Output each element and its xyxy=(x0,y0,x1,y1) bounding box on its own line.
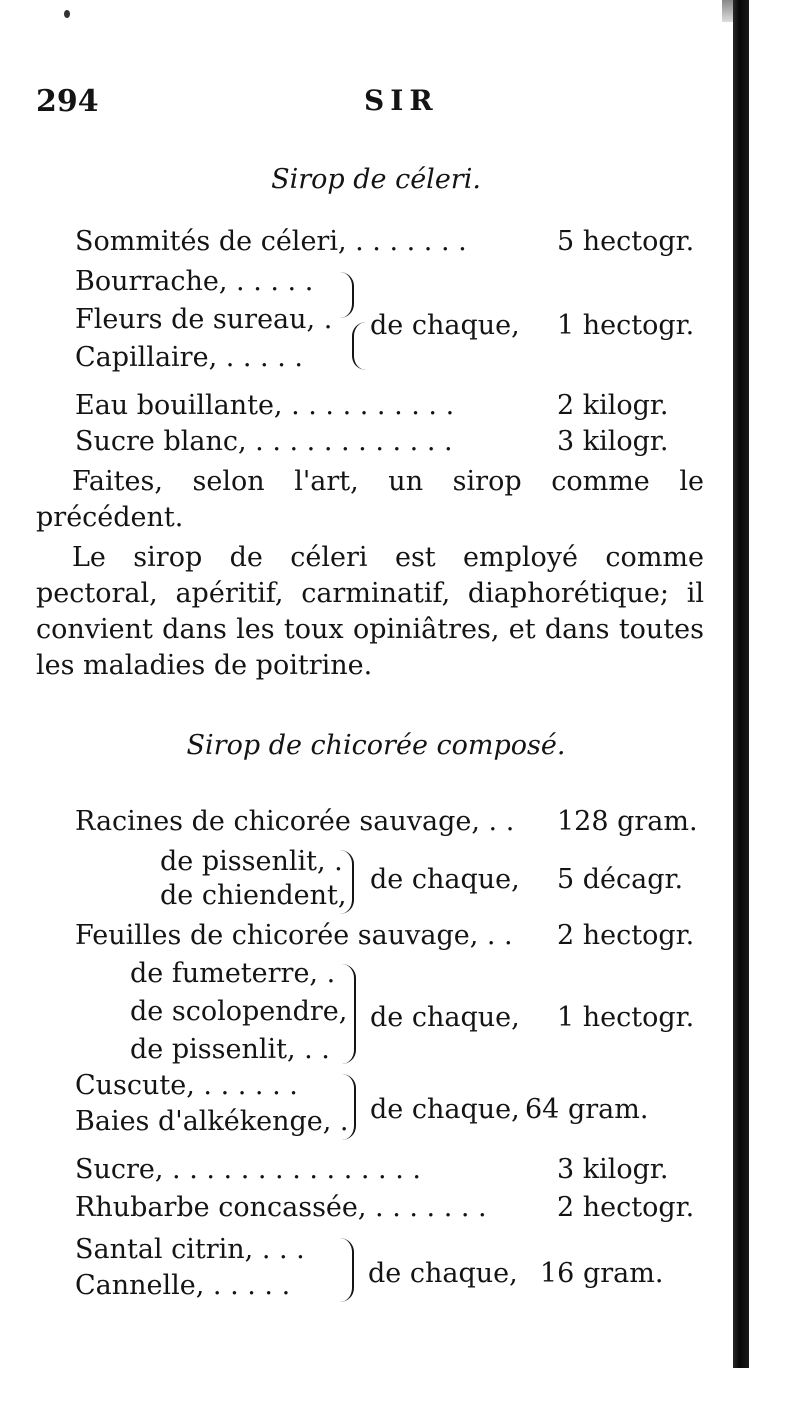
group-quantity: 1 hectogr. xyxy=(557,310,695,341)
ingredient-line xyxy=(0,920,760,956)
ingredient-name: Sommités de céleri, . . . . . . . xyxy=(75,226,467,257)
ingredient-name: Sucre, . . . . . . . . . . . . . . . xyxy=(75,1154,421,1185)
ingredient-line xyxy=(0,226,760,262)
group-quantity: 16 gram. xyxy=(540,1258,664,1289)
group-item: Bourrache, . . . . . xyxy=(75,266,314,297)
ingredient-line xyxy=(0,806,760,842)
group-item: de fumeterre, . xyxy=(130,958,336,989)
share-label: de chaque, xyxy=(370,864,520,895)
ingredient-quantity: 3 kilogr. xyxy=(557,426,669,457)
ingredient-name: Eau bouillante, . . . . . . . . . . xyxy=(75,390,455,421)
group-item: de chiendent, xyxy=(160,880,347,911)
ingredient-quantity: 2 kilogr. xyxy=(557,390,669,421)
brace-icon xyxy=(338,964,356,1064)
ingredient-line xyxy=(0,1154,760,1190)
recipe-title: Sirop de céleri. xyxy=(271,164,481,195)
brace-icon xyxy=(336,272,354,318)
ingredient-line xyxy=(0,426,760,462)
ingredient-quantity: 2 hectogr. xyxy=(557,1192,695,1223)
ingredient-group xyxy=(0,846,760,920)
running-head: SIR xyxy=(364,84,439,117)
ingredient-group xyxy=(0,266,760,380)
ingredient-line xyxy=(0,1192,760,1228)
brace-icon xyxy=(352,322,370,370)
ingredient-group xyxy=(0,1234,760,1310)
recipe-title: Sirop de chicorée composé. xyxy=(186,730,566,761)
group-item: de scolopendre, xyxy=(130,996,348,1027)
brace-icon xyxy=(338,1074,356,1140)
ingredient-name: Feuilles de chicorée sauvage, . . xyxy=(75,920,513,951)
group-item: Cuscute, . . . . . . xyxy=(75,1070,298,1101)
instructions-paragraph xyxy=(36,464,704,536)
ingredient-group xyxy=(0,1070,760,1146)
group-item: Fleurs de sureau, . xyxy=(75,304,333,335)
page-number: 294 xyxy=(36,84,99,119)
group-item: Baies d'alkékenge, . xyxy=(75,1106,349,1137)
ink-speck xyxy=(64,10,70,18)
ingredient-line xyxy=(0,390,760,426)
instructions-text: Faites, selon l'art, un sirop comme le précédent. xyxy=(36,466,704,533)
page-header xyxy=(36,84,716,124)
page-edge-shadow xyxy=(722,0,733,22)
group-item: Cannelle, . . . . . xyxy=(75,1270,291,1301)
group-item: de pissenlit, . . xyxy=(130,1034,330,1065)
usage-paragraph xyxy=(36,540,704,684)
ingredient-name: Sucre blanc, . . . . . . . . . . . . xyxy=(75,426,453,457)
group-item: de pissenlit, . xyxy=(160,846,343,877)
group-item: Capillaire, . . . . . xyxy=(75,342,303,373)
group-quantity: 5 décagr. xyxy=(557,864,684,895)
share-label: de chaque, xyxy=(370,310,520,341)
group-item: Santal citrin, . . . xyxy=(75,1234,305,1265)
brace-icon xyxy=(336,1238,354,1302)
group-quantity: 1 hectogr. xyxy=(557,1002,695,1033)
group-quantity: 64 gram. xyxy=(525,1094,649,1125)
brace-icon xyxy=(336,850,354,914)
share-label: de chaque, xyxy=(370,1094,520,1125)
ingredient-quantity: 2 hectogr. xyxy=(557,920,695,951)
usage-text: Le sirop de céleri est employé comme pectoral, apéritif, carminatif, diaphorétique; il convient dans les toux opiniâtres, et dans toutes les maladies de poitrine. xyxy=(36,542,704,681)
share-label: de chaque, xyxy=(370,1002,520,1033)
share-label: de chaque, xyxy=(368,1258,518,1289)
ingredient-quantity: 128 gram. xyxy=(557,806,698,837)
ingredient-name: Racines de chicorée sauvage, . . xyxy=(75,806,515,837)
ingredient-group xyxy=(0,958,760,1070)
ingredient-quantity: 3 kilogr. xyxy=(557,1154,669,1185)
ingredient-name: Rhubarbe concassée, . . . . . . . xyxy=(75,1192,487,1223)
ingredient-quantity: 5 hectogr. xyxy=(557,226,695,257)
